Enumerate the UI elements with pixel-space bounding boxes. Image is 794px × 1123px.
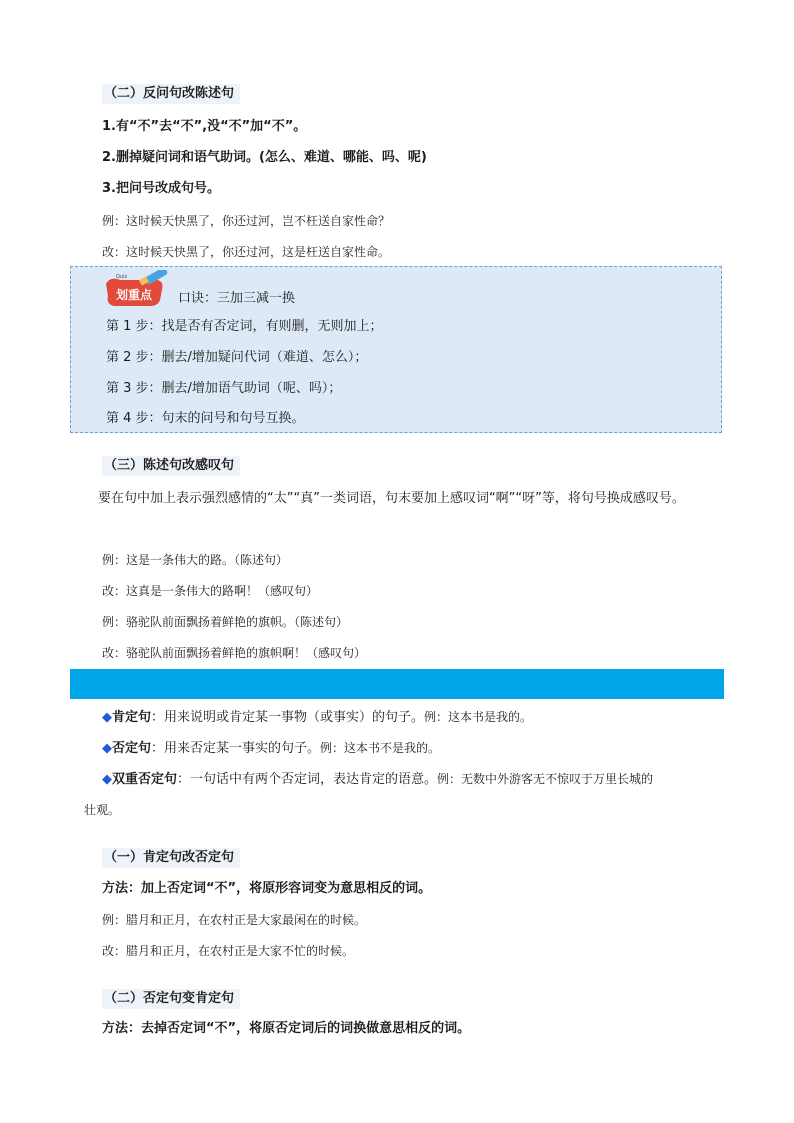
pen-badge-icon — [104, 270, 170, 310]
section-title-affirmative-to-negative: （一）肯定句改否定句 — [102, 848, 240, 868]
method-line: 方法：去掉否定词“不”，将原否定词后的词换做意思相反的词。 — [102, 1021, 471, 1036]
example-line: 例：这是一条伟大的路。（陈述句） — [102, 553, 289, 567]
rule-line-1: 1.有“不”去“不”,没“不”加“不”。 — [102, 119, 307, 134]
callout-step-1: 第 1 步：找是否有否定词，有则删，无则加上； — [106, 319, 383, 334]
rule-line-3: 3.把问号改成句号。 — [102, 181, 220, 196]
rule-line-2: 2.删掉疑问词和语气助词。(怎么、难道、哪能、吗、呢) — [102, 150, 427, 165]
method-line: 方法：加上否定词“不”，将原形容词变为意思相反的词。 — [102, 881, 432, 896]
badge-text: 划重点 — [115, 288, 153, 302]
section-title-exclamatory: （三）陈述句改感叹句 — [102, 456, 240, 476]
section-divider-bar — [70, 669, 724, 699]
callout-heading: 口诀：三加三减一换 — [178, 291, 296, 306]
section-title-rhetorical: （二）反问句改陈述句 — [102, 84, 240, 104]
callout-step-3: 第 3 步：删去/增加语气助词（呢、吗）； — [106, 381, 342, 396]
example-line: 例：这时候天快黑了，你还过河，岂不枉送自家性命？ — [102, 214, 391, 228]
revised-line: 改：这真是一条伟大的路啊！（感叹句） — [102, 584, 319, 598]
callout-step-2: 第 2 步：删去/增加疑问代词（难道、怎么）； — [106, 350, 368, 365]
definition-double-negative: ◆双重否定句：一句话中有两个否定词，表达肯定的语意。例：无数中外游客无不惊叹于万里长城的 — [102, 772, 654, 787]
diamond-icon: ◆ — [102, 741, 112, 756]
example-line: 例：腊月和正月，在农村正是大家最闲在的时候。 — [102, 913, 367, 927]
definition-negative: ◆否定句：用来否定某一事实的句子。例：这本书不是我的。 — [102, 741, 441, 756]
revised-line: 改：腊月和正月，在农村正是大家不忙的时候。 — [102, 944, 355, 958]
section-title-negative-to-affirmative: （二）否定句变肯定句 — [102, 989, 240, 1009]
definition-continuation: 壮观。 — [84, 803, 121, 817]
callout-step-4: 第 4 步：句末的问号和句号互换。 — [106, 411, 305, 426]
exclamatory-paragraph: 要在句中加上表示强烈感情的“太”“真”一类词语，句末要加上感叹词“啊”“呀”等，将句号换成感叹号。 — [98, 491, 685, 506]
revised-line: 改：这时候天快黑了，你还过河，这是枉送自家性命。 — [102, 245, 391, 259]
badge-small-text: Quiz — [116, 274, 128, 280]
example-line: 例：骆驼队前面飘扬着鲜艳的旗帜。（陈述句） — [102, 615, 349, 629]
revised-line: 改：骆驼队前面飘扬着鲜艳的旗帜啊！（感叹句） — [102, 646, 367, 660]
definition-affirmative: ◆肯定句：用来说明或肯定某一事物（或事实）的句子。例：这本书是我的。 — [102, 710, 533, 725]
diamond-icon: ◆ — [102, 710, 112, 725]
diamond-icon: ◆ — [102, 772, 112, 787]
